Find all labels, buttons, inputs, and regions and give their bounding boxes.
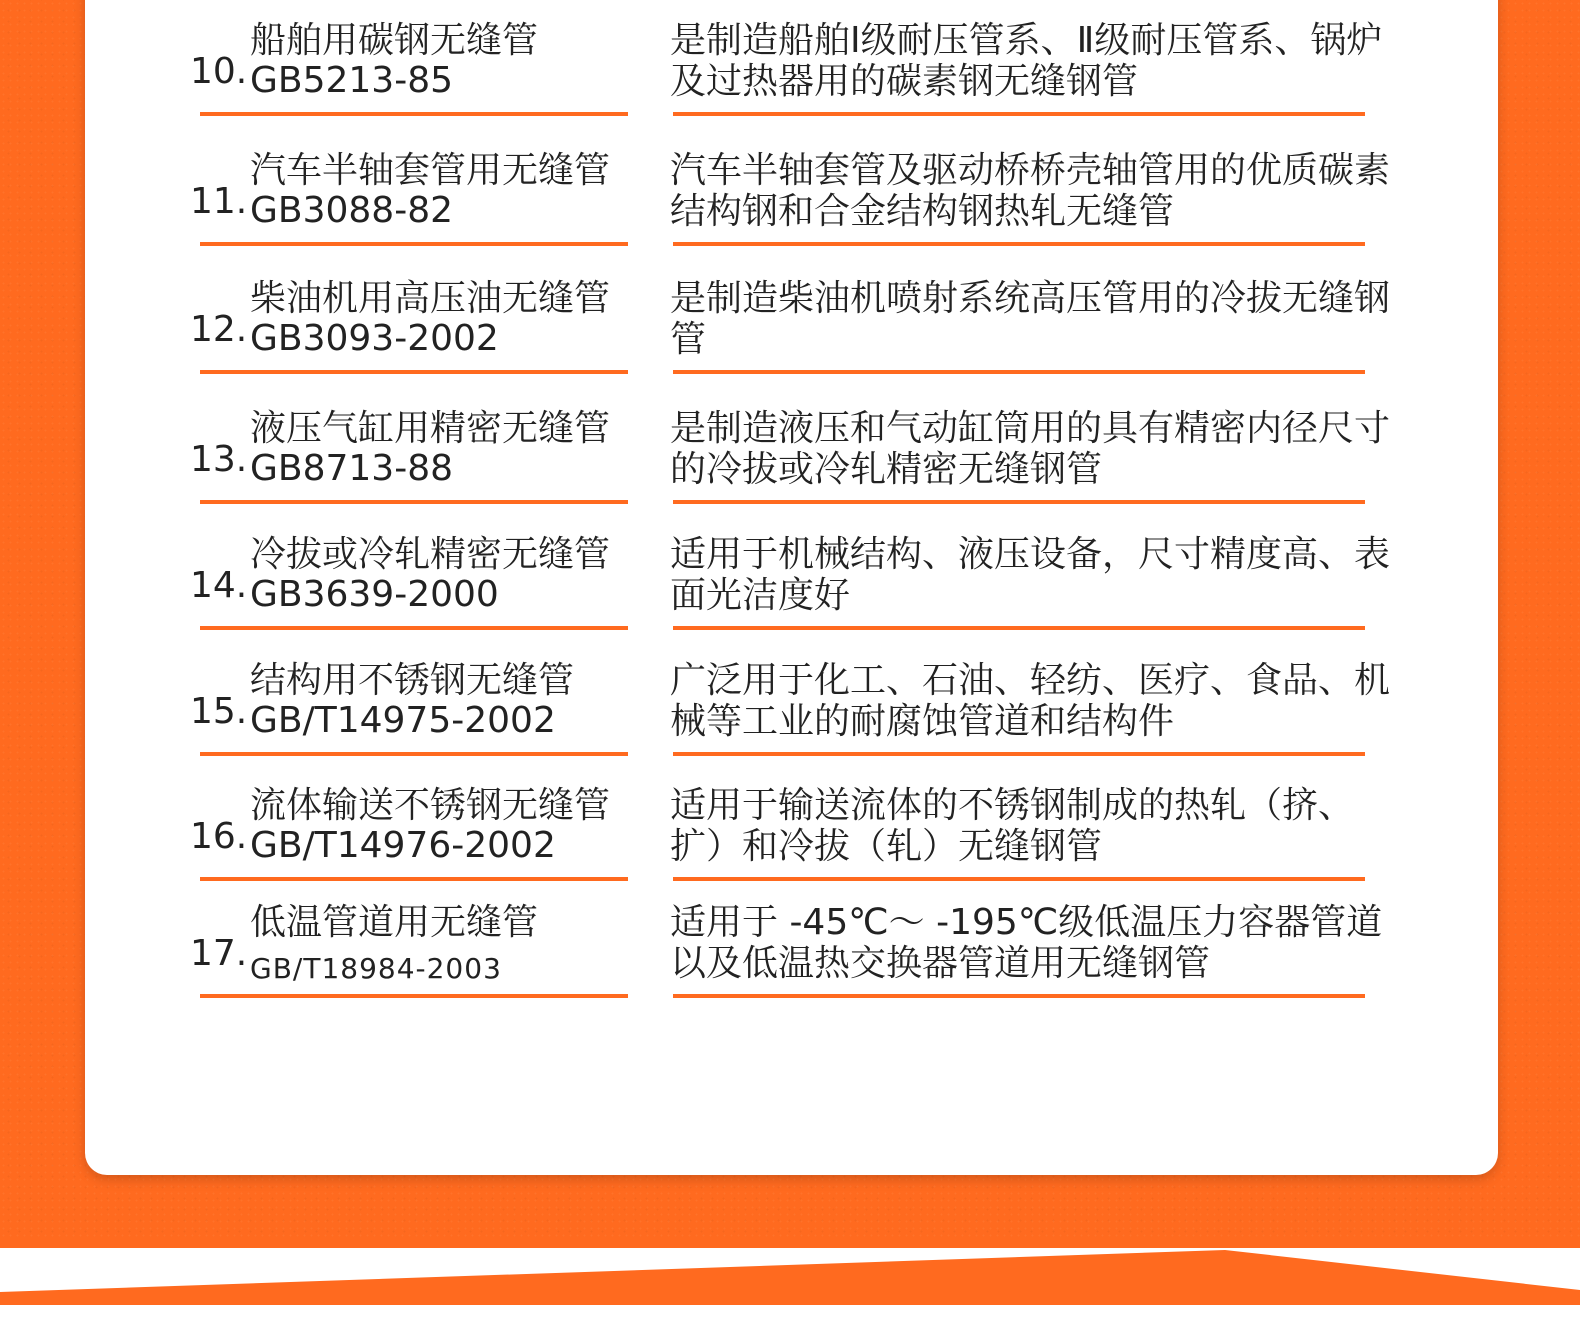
item-number: 12. xyxy=(190,309,248,350)
item-number: 11. xyxy=(190,181,248,222)
item-name: 船舶用碳钢无缝管 xyxy=(250,20,539,61)
item-description: 适用于机械结构、液压设备，尺寸精度高、表面光洁度好 xyxy=(670,534,1391,616)
item-name: 液压气缸用精密无缝管 xyxy=(250,408,611,449)
item-name: 低温管道用无缝管 xyxy=(250,902,539,943)
item-name: 冷拔或冷轧精密无缝管 xyxy=(250,534,611,575)
divider-left xyxy=(200,752,628,756)
item-standard: GB5213-85 xyxy=(250,60,454,101)
divider-left xyxy=(200,994,628,998)
item-name: 结构用不锈钢无缝管 xyxy=(250,660,575,701)
divider-left xyxy=(200,877,628,881)
item-standard: GB/T18984-2003 xyxy=(250,952,502,985)
item-description: 适用于 -45℃～ -195℃级低温压力容器管道以及低温热交换器管道用无缝钢管 xyxy=(670,902,1383,984)
divider-right xyxy=(673,626,1365,630)
divider-right xyxy=(673,112,1365,116)
list-item-11 xyxy=(85,150,1498,260)
item-number: 14. xyxy=(190,565,248,606)
divider-right xyxy=(673,370,1365,374)
item-name: 汽车半轴套管用无缝管 xyxy=(250,150,611,191)
list-item-16 xyxy=(85,785,1498,895)
item-name: 流体输送不锈钢无缝管 xyxy=(250,785,611,826)
item-number: 16. xyxy=(190,816,248,857)
item-description: 是制造柴油机喷射系统高压管用的冷拔无缝钢管 xyxy=(670,278,1391,360)
item-description: 是制造船舶Ⅰ级耐压管系、Ⅱ级耐压管系、锅炉及过热器用的碳素钢无缝钢管 xyxy=(670,20,1383,102)
divider-left xyxy=(200,112,628,116)
divider-right xyxy=(673,994,1365,998)
list-item-10 xyxy=(85,20,1498,130)
item-standard: GB8713-88 xyxy=(250,448,454,489)
divider-right xyxy=(673,752,1365,756)
divider-right xyxy=(673,242,1365,246)
item-number: 13. xyxy=(190,439,248,480)
item-number: 15. xyxy=(190,691,248,732)
item-number: 10. xyxy=(190,51,248,92)
divider-right xyxy=(673,500,1365,504)
content-card xyxy=(85,0,1498,1175)
divider-left xyxy=(200,242,628,246)
list-item-15 xyxy=(85,660,1498,770)
item-standard: GB/T14976-2002 xyxy=(250,825,556,866)
item-standard: GB3639-2000 xyxy=(250,574,499,615)
item-description: 适用于输送流体的不锈钢制成的热轧（挤、扩）和冷拔（轧）无缝钢管 xyxy=(670,785,1355,867)
item-standard: GB3088-82 xyxy=(250,190,454,231)
divider-right xyxy=(673,877,1365,881)
item-standard: GB3093-2002 xyxy=(250,318,499,359)
item-description: 汽车半轴套管及驱动桥桥壳轴管用的优质碳素结构钢和合金结构钢热轧无缝管 xyxy=(670,150,1391,232)
list-item-12 xyxy=(85,278,1498,388)
item-name: 柴油机用高压油无缝管 xyxy=(250,278,611,319)
divider-left xyxy=(200,626,628,630)
item-standard: GB/T14975-2002 xyxy=(250,700,556,741)
list-item-17 xyxy=(85,902,1498,1012)
item-description: 广泛用于化工、石油、轻纺、医疗、食品、机械等工业的耐腐蚀管道和结构件 xyxy=(670,660,1391,742)
list-item-13 xyxy=(85,408,1498,518)
item-number: 17. xyxy=(190,933,248,974)
divider-left xyxy=(200,370,628,374)
item-description: 是制造液压和气动缸筒用的具有精密内径尺寸的冷拔或冷轧精密无缝钢管 xyxy=(670,408,1391,490)
divider-left xyxy=(200,500,628,504)
list-item-14 xyxy=(85,534,1498,644)
bottom-wave-decoration xyxy=(0,1240,1580,1330)
